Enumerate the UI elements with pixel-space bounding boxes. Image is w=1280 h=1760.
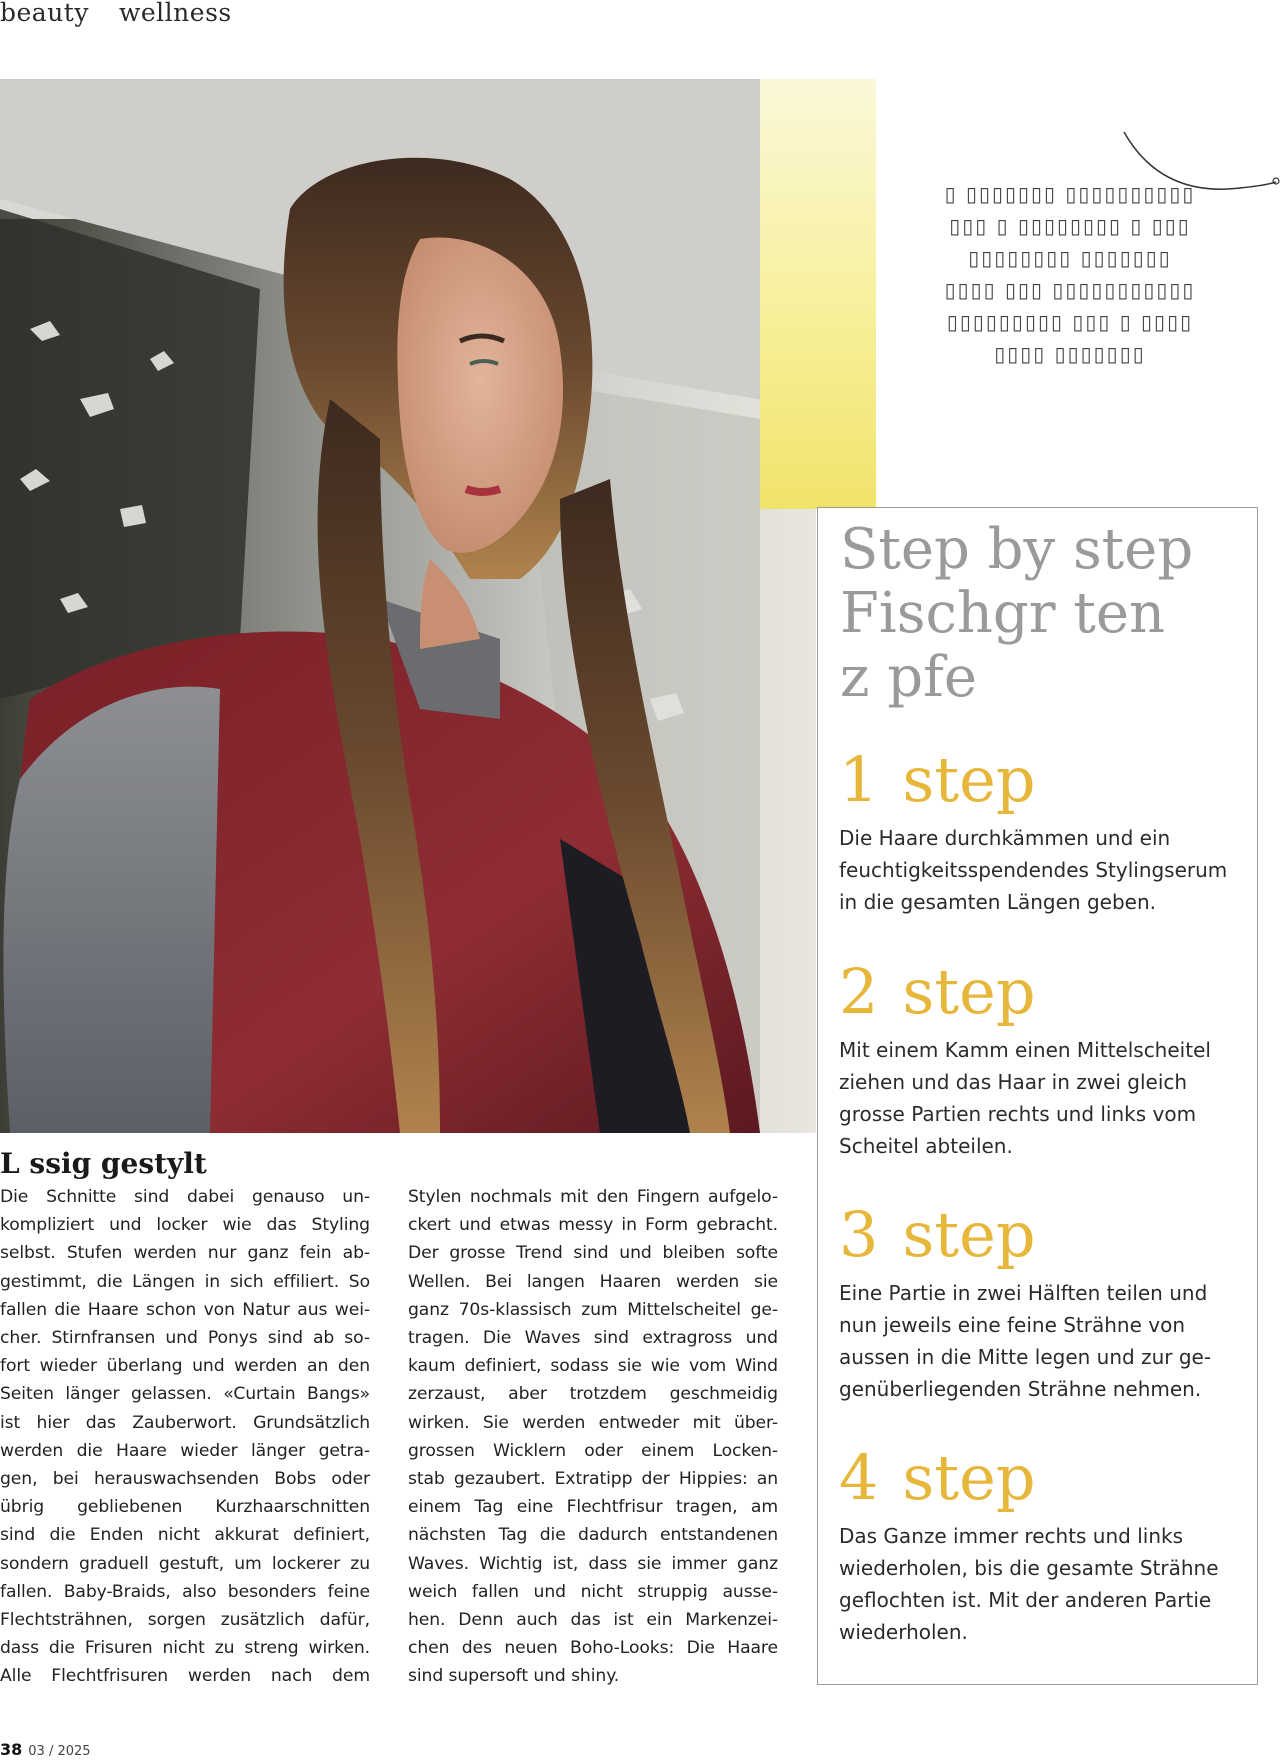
article-line: weich fallen und nicht struppig ausse-	[408, 1581, 778, 1602]
step-3	[839, 1198, 1251, 1405]
step-text-line: Mit einem Kamm einen Mittelscheitel	[839, 1038, 1211, 1062]
step-text-line: Scheitel abteilen.	[839, 1134, 1013, 1158]
step-heading	[839, 743, 1251, 816]
article-line: grossen Wicklern oder einem Locken-	[408, 1440, 778, 1461]
step-number: 4	[839, 1441, 879, 1514]
article-line: hen. Denn auch das ist ein Markenzei-	[408, 1610, 778, 1631]
section-subcategory: wellness	[118, 0, 232, 27]
step-text-line: genüberliegenden Strähne nehmen.	[839, 1377, 1202, 1401]
pull-quote-line: ▯▯▯ ▯ ▯▯▯▯▯▯▯▯ ▯ ▯▯▯	[949, 214, 1191, 238]
pull-quote	[910, 178, 1230, 370]
step-label: step	[902, 1198, 1036, 1271]
steps-title-line: z pfe	[840, 645, 978, 710]
article-line: Flechtsträhnen, sorgen zusätzlich dafür,	[0, 1610, 370, 1631]
step-by-step-box	[817, 507, 1258, 1685]
section-header	[0, 0, 232, 30]
step-text-line: Eine Partie in zwei Hälften teilen und	[839, 1281, 1208, 1305]
article-line: Seiten länger gelassen. «Curtain Bangs»	[0, 1384, 370, 1405]
step-4	[839, 1441, 1251, 1648]
step-text-line: Die Haare durchkämmen und ein	[839, 826, 1171, 850]
step-label: step	[902, 743, 1036, 816]
article-line: stab gezaubert. Extratipp der Hippies: an	[408, 1469, 778, 1490]
step-number: 2	[839, 955, 879, 1028]
step-number: 1	[839, 743, 879, 816]
article-line: einem Tag eine Flechtfrisur tragen, am	[408, 1497, 778, 1518]
step-1	[839, 743, 1251, 918]
step-heading	[839, 1198, 1251, 1271]
article-line: Die Schnitte sind dabei genauso un-	[0, 1187, 370, 1207]
article-line: kompliziert und locker wie das Styling	[0, 1215, 370, 1236]
pull-quote-line: ▯▯▯▯ ▯▯▯▯▯▯▯	[994, 342, 1146, 366]
pull-quote-line: ▯▯▯▯▯▯▯▯ ▯▯▯▯▯▯▯	[968, 246, 1172, 270]
article-line: werden die Haare wieder länger getra-	[0, 1440, 370, 1461]
step-text	[839, 1034, 1251, 1162]
article-line: chen des neuen Boho-Looks: Die Haare	[408, 1638, 778, 1659]
article-title: L ssig gestylt	[0, 1147, 207, 1180]
article-line: nächsten Tag die dadurch entstandenen	[408, 1525, 778, 1546]
article-line: ckert und etwas messy in Form gebracht.	[408, 1215, 778, 1236]
article-line: fallen. Baby-Braids, also besonders feine	[0, 1581, 370, 1602]
step-text-line: ziehen und das Haar in zwei gleich	[839, 1070, 1188, 1094]
photo-backdrop-strip	[760, 79, 876, 509]
steps-title-line: Step by step	[840, 517, 1194, 582]
step-text-line: aussen in die Mitte legen und zur ge-	[839, 1345, 1212, 1369]
step-text-line: geflochten ist. Mit der anderen Partie	[839, 1588, 1212, 1612]
pull-quote-line: ▯ ▯▯▯▯▯▯▯ ▯▯▯▯▯▯▯▯▯▯	[944, 182, 1196, 206]
step-text	[839, 1520, 1251, 1648]
step-text-line: Das Ganze immer rechts und links	[839, 1524, 1184, 1548]
article-line: cher. Stirnfransen und Ponys sind ab so-	[0, 1328, 370, 1349]
article-column-right	[408, 1183, 778, 1691]
step-heading	[839, 1441, 1251, 1514]
article-line: übrig gebliebenen Kurzhaarschnitten	[0, 1497, 370, 1518]
article-line: Wellen. Bei langen Haaren werden sie	[408, 1271, 778, 1292]
step-text-line: grosse Partien rechts und links vom	[839, 1102, 1197, 1126]
article-line: dass die Frisuren nicht zu streng wirken.	[0, 1638, 370, 1659]
steps-title-line: Fischgr ten	[840, 581, 1166, 646]
step-text-line: wiederholen.	[839, 1620, 968, 1644]
step-text-line: wiederholen, bis die gesamte Strähne	[839, 1556, 1219, 1580]
page-number: 38	[0, 1740, 23, 1759]
article-line: gen, bei herauswachsenden Bobs oder	[0, 1469, 370, 1490]
article-line: Der grosse Trend sind und bleiben softe	[408, 1243, 778, 1264]
article-line: ganz 70s-klassisch zum Mittelscheitel ge-	[408, 1299, 778, 1320]
article-line: sind supersoft und shiny.	[408, 1666, 620, 1687]
article-line: tragen. Die Waves sind extragross und	[408, 1328, 778, 1349]
article-line: Waves. Wichtig ist, dass sie immer ganz	[408, 1553, 778, 1574]
step-label: step	[902, 1441, 1036, 1514]
steps-title	[840, 518, 1250, 710]
hero-photo	[0, 79, 816, 1133]
article-line: fallen die Haare schon von Natur aus wei-	[0, 1299, 370, 1320]
article-line: sondern graduell gestuft, um lockerer zu	[0, 1553, 370, 1574]
article-line: fort wieder überlang und werden an den	[0, 1356, 370, 1377]
article-line: gestimmt, die Längen in sich effiliert. So	[0, 1271, 370, 1292]
article-line: selbst. Stufen werden nur ganz fein ab-	[0, 1243, 370, 1264]
article-line: wirken. Sie werden entweder mit über-	[408, 1412, 778, 1433]
step-text-line: in die gesamten Längen geben.	[839, 890, 1156, 914]
section-category: beauty	[0, 0, 89, 27]
article-column-left	[0, 1183, 370, 1691]
step-text-line: nun jeweils eine feine Strähne von	[839, 1313, 1186, 1337]
article-line: Stylen nochmals mit den Fingern aufgelo-	[408, 1187, 778, 1207]
article-line: sind die Enden nicht akkurat definiert,	[0, 1525, 370, 1546]
pull-quote-line: ▯▯▯▯ ▯▯▯ ▯▯▯▯▯▯▯▯▯▯▯	[944, 278, 1196, 302]
step-heading	[839, 955, 1251, 1028]
article-line: ist hier das Zauberwort. Grundsätzlich	[0, 1412, 370, 1433]
article-line: kaum definiert, sodass sie wie vom Wind	[408, 1356, 778, 1377]
issue-date: 03 / 2025	[28, 1744, 91, 1759]
step-text	[839, 1277, 1251, 1405]
step-text-line: feuchtigkeitsspendendes Stylingserum	[839, 858, 1228, 882]
article-line: zerzaust, aber trotzdem geschmeidig	[408, 1384, 778, 1405]
pull-quote-line: ▯▯▯▯▯▯▯▯▯ ▯▯▯ ▯ ▯▯▯▯	[946, 310, 1194, 334]
step-label: step	[902, 955, 1036, 1028]
step-number: 3	[839, 1198, 879, 1271]
article-line: Alle Flechtfrisuren werden nach dem	[0, 1666, 370, 1687]
step-text	[839, 822, 1251, 918]
page-folio	[0, 1740, 91, 1760]
step-2	[839, 955, 1251, 1162]
